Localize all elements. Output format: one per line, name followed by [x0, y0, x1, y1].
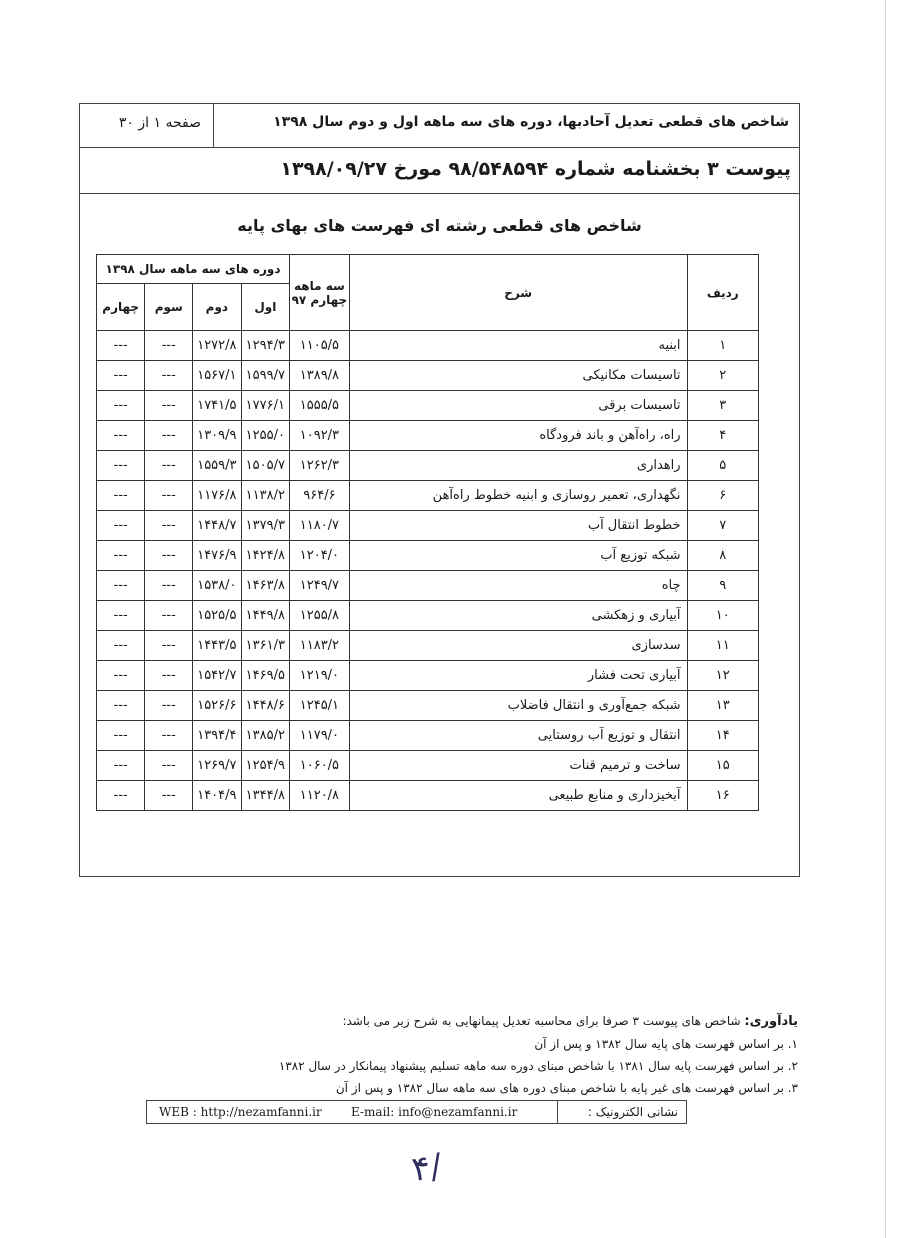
notes-intro-line — [98, 1010, 798, 1033]
cell-radif: ۱۳ — [687, 691, 758, 721]
cell-period-3: --- — [145, 391, 193, 421]
cell-period-1: ۱۳۶۱/۳ — [241, 631, 289, 661]
page-number-box — [80, 104, 214, 148]
cell-period-3: --- — [145, 511, 193, 541]
table-row — [97, 571, 759, 601]
page-number: صفحه ۱ از ۳۰ — [118, 115, 201, 131]
cell-period-4: --- — [97, 721, 145, 751]
contact-divider — [557, 1101, 558, 1123]
cell-period-4: --- — [97, 391, 145, 421]
cell-period-3: --- — [145, 691, 193, 721]
cell-period-4: --- — [97, 331, 145, 361]
header-period-4: چهارم — [97, 284, 145, 331]
cell-period-2: ۱۵۲۶/۶ — [193, 691, 241, 721]
cell-radif: ۷ — [687, 511, 758, 541]
cell-period-4: --- — [97, 691, 145, 721]
header-row — [80, 104, 799, 148]
cell-sharh: تاسیسات مکانیکی — [349, 361, 687, 391]
address-label: نشانی الکترونیک : — [587, 1105, 678, 1119]
cell-period-2: ۱۵۶۷/۱ — [193, 361, 241, 391]
cell-sharh: راهداری — [349, 451, 687, 481]
cell-radif: ۸ — [687, 541, 758, 571]
cell-period-2: ۱۳۰۹/۹ — [193, 421, 241, 451]
table-row — [97, 691, 759, 721]
table-row — [97, 781, 759, 811]
cell-period-1: ۱۱۳۸/۲ — [241, 481, 289, 511]
cell-period-2: ۱۵۲۵/۵ — [193, 601, 241, 631]
cell-period-1: ۱۳۴۴/۸ — [241, 781, 289, 811]
cell-period-2: ۱۴۴۳/۵ — [193, 631, 241, 661]
cell-period-2: ۱۷۴۱/۵ — [193, 391, 241, 421]
notes-block — [98, 1010, 798, 1099]
cell-period-3: --- — [145, 781, 193, 811]
cell-period-2: ۱۳۹۴/۴ — [193, 721, 241, 751]
cell-radif: ۱۱ — [687, 631, 758, 661]
cell-period-1: ۱۷۷۶/۱ — [241, 391, 289, 421]
cell-period-4: --- — [97, 661, 145, 691]
cell-period-1: ۱۴۶۹/۵ — [241, 661, 289, 691]
cell-sharh: خطوط انتقال آب — [349, 511, 687, 541]
cell-sharh: تاسیسات برقی — [349, 391, 687, 421]
table-row — [97, 601, 759, 631]
cell-period-3: --- — [145, 451, 193, 481]
cell-q97: ۱۲۵۵/۸ — [290, 601, 350, 631]
cell-period-4: --- — [97, 541, 145, 571]
document-title: شاخص های قطعی تعدیل آحادبها، دوره های سه ماهه اول و دوم سال ۱۳۹۸ — [273, 114, 789, 130]
header-period-3: سوم — [145, 284, 193, 331]
table-row — [97, 661, 759, 691]
table-row — [97, 511, 759, 541]
cell-period-1: ۱۵۹۹/۷ — [241, 361, 289, 391]
table-row — [97, 331, 759, 361]
cell-sharh: آبیاری و زهکشی — [349, 601, 687, 631]
cell-q97: ۱۳۸۹/۸ — [290, 361, 350, 391]
cell-period-1: ۱۴۶۳/۸ — [241, 571, 289, 601]
cell-radif: ۴ — [687, 421, 758, 451]
cell-period-3: --- — [145, 541, 193, 571]
cell-period-2: ۱۴۴۸/۷ — [193, 511, 241, 541]
cell-sharh: راه، راه‌آهن و باند فرودگاه — [349, 421, 687, 451]
handwritten-page-number: ۴/ — [409, 1146, 445, 1190]
header-period-1: اول — [241, 284, 289, 331]
cell-q97: ۱۲۴۵/۱ — [290, 691, 350, 721]
cell-sharh: آبخیزداری و منابع طبیعی — [349, 781, 687, 811]
cell-sharh: شبکه توزیع آب — [349, 541, 687, 571]
table-row — [97, 481, 759, 511]
cell-q97: ۱۲۰۴/۰ — [290, 541, 350, 571]
cell-period-3: --- — [145, 571, 193, 601]
cell-period-3: --- — [145, 331, 193, 361]
header-periods-group: دوره های سه ماهه سال ۱۳۹۸ — [97, 255, 290, 284]
cell-period-2: ۱۴۰۴/۹ — [193, 781, 241, 811]
header-q97-line1: سه ماهه — [294, 278, 345, 293]
header-q97 — [290, 255, 350, 331]
cell-q97: ۹۶۴/۶ — [290, 481, 350, 511]
table-row — [97, 421, 759, 451]
header-period-2: دوم — [193, 284, 241, 331]
cell-radif: ۱ — [687, 331, 758, 361]
cell-radif: ۲ — [687, 361, 758, 391]
cell-period-2: ۱۲۶۹/۷ — [193, 751, 241, 781]
cell-q97: ۱۲۱۹/۰ — [290, 661, 350, 691]
cell-period-4: --- — [97, 421, 145, 451]
table-subtitle: شاخص های قطعی رشته ای فهرست های بهای پایه — [237, 216, 642, 235]
cell-q97: ۱۰۹۲/۳ — [290, 421, 350, 451]
cell-q97: ۱۱۰۵/۵ — [290, 331, 350, 361]
cell-period-1: ۱۴۴۹/۸ — [241, 601, 289, 631]
cell-sharh: ابنیه — [349, 331, 687, 361]
cell-radif: ۱۰ — [687, 601, 758, 631]
cell-period-3: --- — [145, 421, 193, 451]
cell-period-4: --- — [97, 481, 145, 511]
cell-period-3: --- — [145, 661, 193, 691]
cell-period-4: --- — [97, 751, 145, 781]
notes-intro: شاخص های پیوست ۳ صرفا برای محاسبه تعدیل پیمانهایی به شرح زیر می باشد: — [342, 1014, 741, 1028]
cell-radif: ۶ — [687, 481, 758, 511]
cell-radif: ۱۲ — [687, 661, 758, 691]
cell-sharh: شبکه جمع‌آوری و انتقال فاضلاب — [349, 691, 687, 721]
cell-period-1: ۱۴۲۴/۸ — [241, 541, 289, 571]
cell-q97: ۱۲۴۹/۷ — [290, 571, 350, 601]
table-row — [97, 361, 759, 391]
email-link[interactable]: E-mail: info@nezamfanni.ir — [351, 1105, 518, 1119]
cell-sharh: چاه — [349, 571, 687, 601]
table-row — [97, 751, 759, 781]
cell-period-2: ۱۴۷۶/۹ — [193, 541, 241, 571]
cell-period-3: --- — [145, 361, 193, 391]
cell-q97: ۱۵۵۵/۵ — [290, 391, 350, 421]
header-radif: ردیف — [687, 255, 758, 331]
cell-period-1: ۱۲۵۴/۹ — [241, 751, 289, 781]
index-table — [96, 254, 759, 811]
cell-radif: ۱۴ — [687, 721, 758, 751]
cell-period-3: --- — [145, 481, 193, 511]
header-sharh: شرح — [349, 255, 687, 331]
cell-period-1: ۱۳۸۵/۲ — [241, 721, 289, 751]
cell-q97: ۱۲۶۲/۳ — [290, 451, 350, 481]
cell-period-4: --- — [97, 781, 145, 811]
cell-q97: ۱۱۷۹/۰ — [290, 721, 350, 751]
cell-period-2: ۱۵۴۲/۷ — [193, 661, 241, 691]
cell-period-1: ۱۴۴۸/۶ — [241, 691, 289, 721]
note-item: ۳. بر اساس فهرست های غیر پایه با شاخص مبنای دوره های سه ماهه سال ۱۳۸۲ و پس از آن — [335, 1081, 798, 1095]
cell-period-2: ۱۱۷۶/۸ — [193, 481, 241, 511]
cell-q97: ۱۱۸۳/۲ — [290, 631, 350, 661]
cell-period-4: --- — [97, 361, 145, 391]
header-q97-line2: چهارم ۹۷ — [291, 292, 348, 307]
cell-sharh: انتقال و توزیع آب روستایی — [349, 721, 687, 751]
document-frame — [79, 103, 800, 877]
cell-period-4: --- — [97, 571, 145, 601]
page-edge-line — [885, 0, 886, 1238]
cell-period-1: ۱۲۹۴/۳ — [241, 331, 289, 361]
cell-q97: ۱۱۸۰/۷ — [290, 511, 350, 541]
cell-period-3: --- — [145, 601, 193, 631]
notes-lead: یادآوری: — [744, 1014, 798, 1029]
table-row — [97, 391, 759, 421]
table-row — [97, 451, 759, 481]
cell-radif: ۱۵ — [687, 751, 758, 781]
cell-radif: ۵ — [687, 451, 758, 481]
cell-period-1: ۱۳۷۹/۳ — [241, 511, 289, 541]
cell-sharh: نگهداری، تعمیر روسازی و ابنیه خطوط راه‌آهن — [349, 481, 687, 511]
cell-period-3: --- — [145, 631, 193, 661]
note-item: ۱. بر اساس فهرست های پایه سال ۱۳۸۲ و پس از آن — [534, 1037, 798, 1051]
table-row — [97, 721, 759, 751]
cell-period-2: ۱۵۳۸/۰ — [193, 571, 241, 601]
web-link[interactable]: WEB : http://nezamfanni.ir — [159, 1105, 322, 1119]
table-row — [97, 541, 759, 571]
cell-sharh: آبیاری تحت فشار — [349, 661, 687, 691]
cell-period-4: --- — [97, 631, 145, 661]
cell-radif: ۳ — [687, 391, 758, 421]
cell-period-2: ۱۵۵۹/۳ — [193, 451, 241, 481]
cell-period-4: --- — [97, 511, 145, 541]
note-item: ۲. بر اساس فهرست پایه سال ۱۳۸۱ با شاخص مبنای دوره سه ماهه تسلیم پیشنهاد پیمانکار در سال ۱۳۸۲ — [278, 1059, 798, 1073]
annex-row — [80, 148, 799, 194]
cell-period-4: --- — [97, 451, 145, 481]
cell-sharh: ساخت و ترمیم قنات — [349, 751, 687, 781]
cell-period-2: ۱۲۷۲/۸ — [193, 331, 241, 361]
cell-q97: ۱۱۲۰/۸ — [290, 781, 350, 811]
cell-period-3: --- — [145, 721, 193, 751]
cell-period-3: --- — [145, 751, 193, 781]
cell-radif: ۹ — [687, 571, 758, 601]
cell-radif: ۱۶ — [687, 781, 758, 811]
cell-period-1: ۱۲۵۵/۰ — [241, 421, 289, 451]
cell-q97: ۱۰۶۰/۵ — [290, 751, 350, 781]
annex-title: پیوست ۳ بخشنامه شماره ۹۸/۵۴۸۵۹۴ مورخ ۱۳۹۸/۰۹/۲۷ — [280, 158, 791, 180]
table-row — [97, 631, 759, 661]
cell-period-4: --- — [97, 601, 145, 631]
cell-sharh: سدسازی — [349, 631, 687, 661]
contact-box — [146, 1100, 687, 1124]
cell-period-1: ۱۵۰۵/۷ — [241, 451, 289, 481]
